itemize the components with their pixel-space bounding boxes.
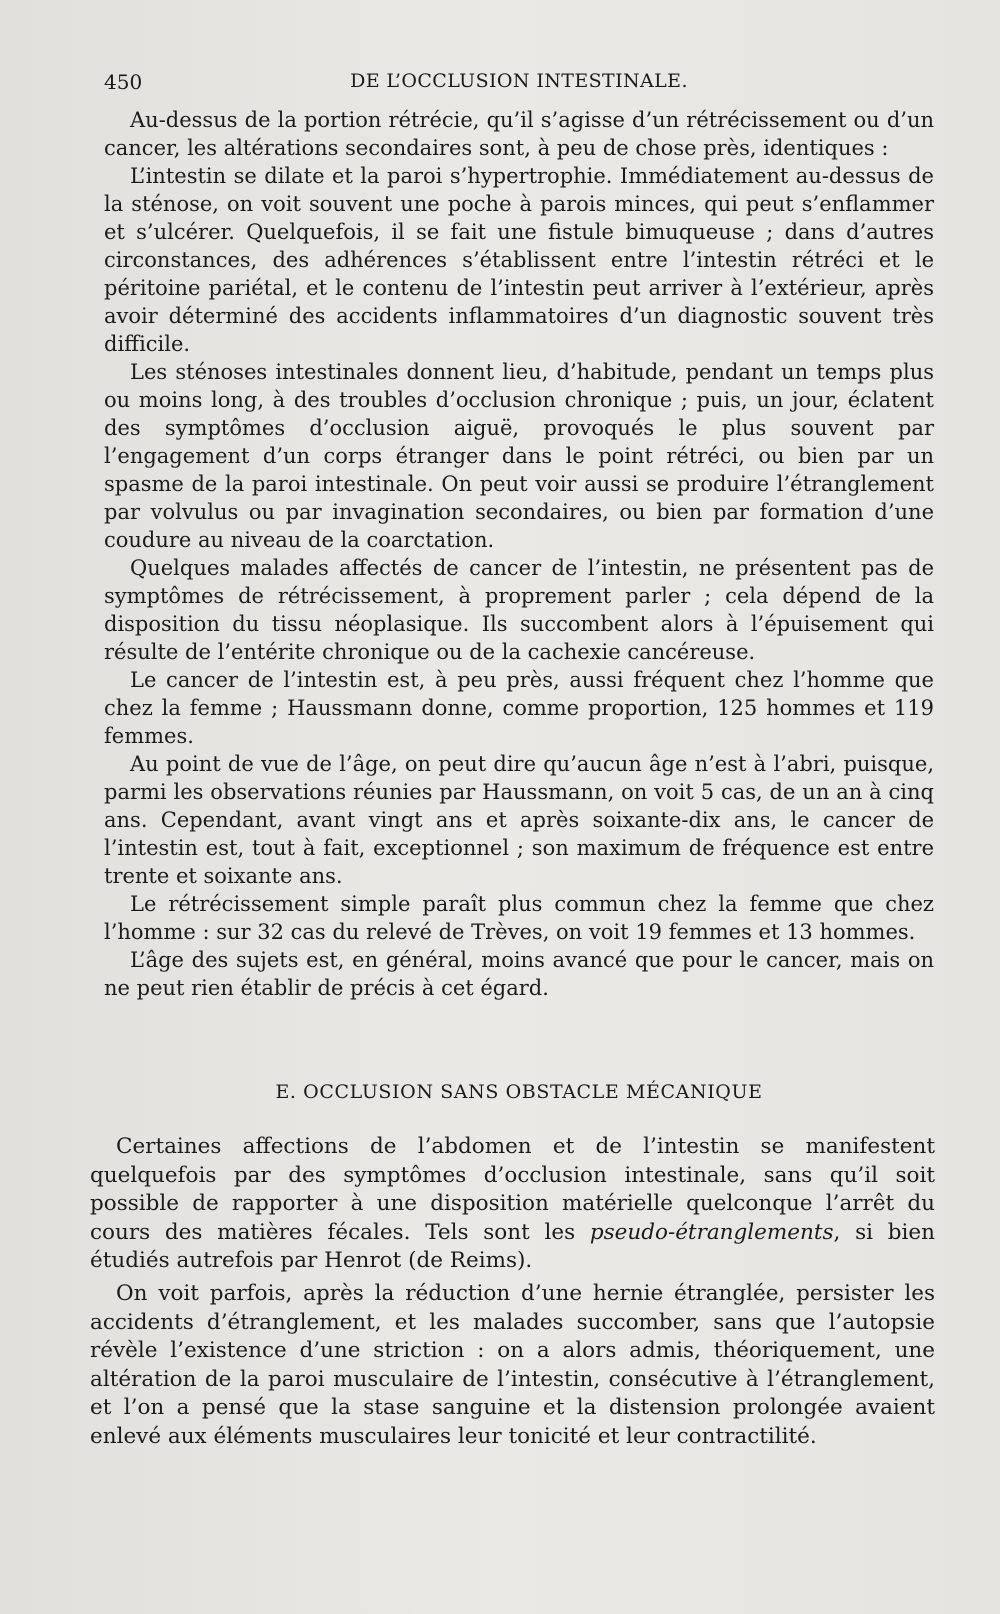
paragraph: Le cancer de l’intestin est, à peu près, aussi fréquent chez l’homme que chez la femme ; Haussmann donne, comme proportion, 125 hommes et 119 femmes. [104,668,934,748]
paragraph [90,1133,935,1276]
page-number: 450 [104,70,143,94]
paragraph: On voit parfois, après la réduction d’une hernie étranglée, persister les accidents d’étranglement, et les malades succomber, sans que l’autopsie révèle l’existence d’une striction : on a alors admis, théoriquement, une altération de la paroi musculaire de l’intestin, consécutive à l’étranglement, et l’on a pensé que la stase sanguine et la distension prolongée avaient enlevé aux éléments musculaires leur tonicité et leur contractilité. [90,1280,935,1449]
paragraph: Au-dessus de la portion rétrécie, qu’il s’agisse d’un rétrécissement ou d’un cancer, les altérations secondaires sont, à peu de chose près, identiques : [104,108,934,160]
text-run: , si bien étudiés autrefois par Henrot (de Reims). [90,1219,935,1274]
paragraph: L’intestin se dilate et la paroi s’hypertrophie. Immédiatement au-dessus de la sténose, on voit souvent une poche à parois minces, qui peut s’enflammer et s’ulcérer. Quelquefois, il se fait une fistule bimuqueuse ; dans d’autres circonstances, des adhérences s’établissent entre l’intestin rétréci et le péritoine pariétal, et le contenu de l’intestin peut arriver à l’extérieur, après avoir déterminé des accidents inflammatoires d’un diagnostic souvent très difficile. [104,164,934,356]
italic-term: pseudo-étranglements [589,1219,834,1245]
text-run: Certaines affections de l’abdomen et de l’intestin se manifestent quelquefois par des symptômes d’occlusion intestinale, sans qu’il soit possible de rapporter à une disposition matérielle quelconque l’arrêt du cours des matières fécales. Tels sont les [90,1134,935,1245]
paragraph: Le rétrécissement simple paraît plus commun chez la femme que chez l’homme : sur 32 cas du relevé de Trèves, on voit 19 femmes et 13 hommes. [104,892,934,944]
page-header [104,70,934,100]
section-text [90,1133,935,1456]
running-title: DE L’OCCLUSION INTESTINALE. [350,70,688,92]
paragraph: Les sténoses intestinales donnent lieu, d’habitude, pendant un temps plus ou moins long, à des troubles d’occlusion chronique ; puis, un jour, éclatent des symptômes d’occlusion aiguë, provoqués le plus souvent par l’engagement d’un corps étranger dans le point rétréci, ou bien par un spasme de la paroi intestinale. On peut voir aussi se produire l’étranglement par volvulus ou par invagination secondaires, ou bien par formation d’une coudure au niveau de la coarctation. [104,360,934,552]
section-heading: E. OCCLUSION SANS OBSTACLE MÉCANIQUE [275,1081,763,1103]
paragraph: Au point de vue de l’âge, on peut dire qu’aucun âge n’est à l’abri, puisque, parmi les observations réunies par Haussmann, on voit 5 cas, de un an à cinq ans. Cependant, avant vingt ans et après soixante-dix ans, le cancer de l’intestin est, tout à fait, exceptionnel ; son maximum de fréquence est entre trente et soixante ans. [104,752,934,888]
paragraph: Quelques malades affectés de cancer de l’intestin, ne présentent pas de symptômes de rétrécissement, à proprement parler ; cela dépend de la disposition du tissu néoplasique. Ils succombent alors à l’épuisement qui résulte de l’entérite chronique ou de la cachexie cancéreuse. [104,556,934,664]
body-text [104,106,934,1002]
paragraph: L’âge des sujets est, en général, moins avancé que pour le cancer, mais on ne peut rien établir de précis à cet égard. [104,948,934,1000]
